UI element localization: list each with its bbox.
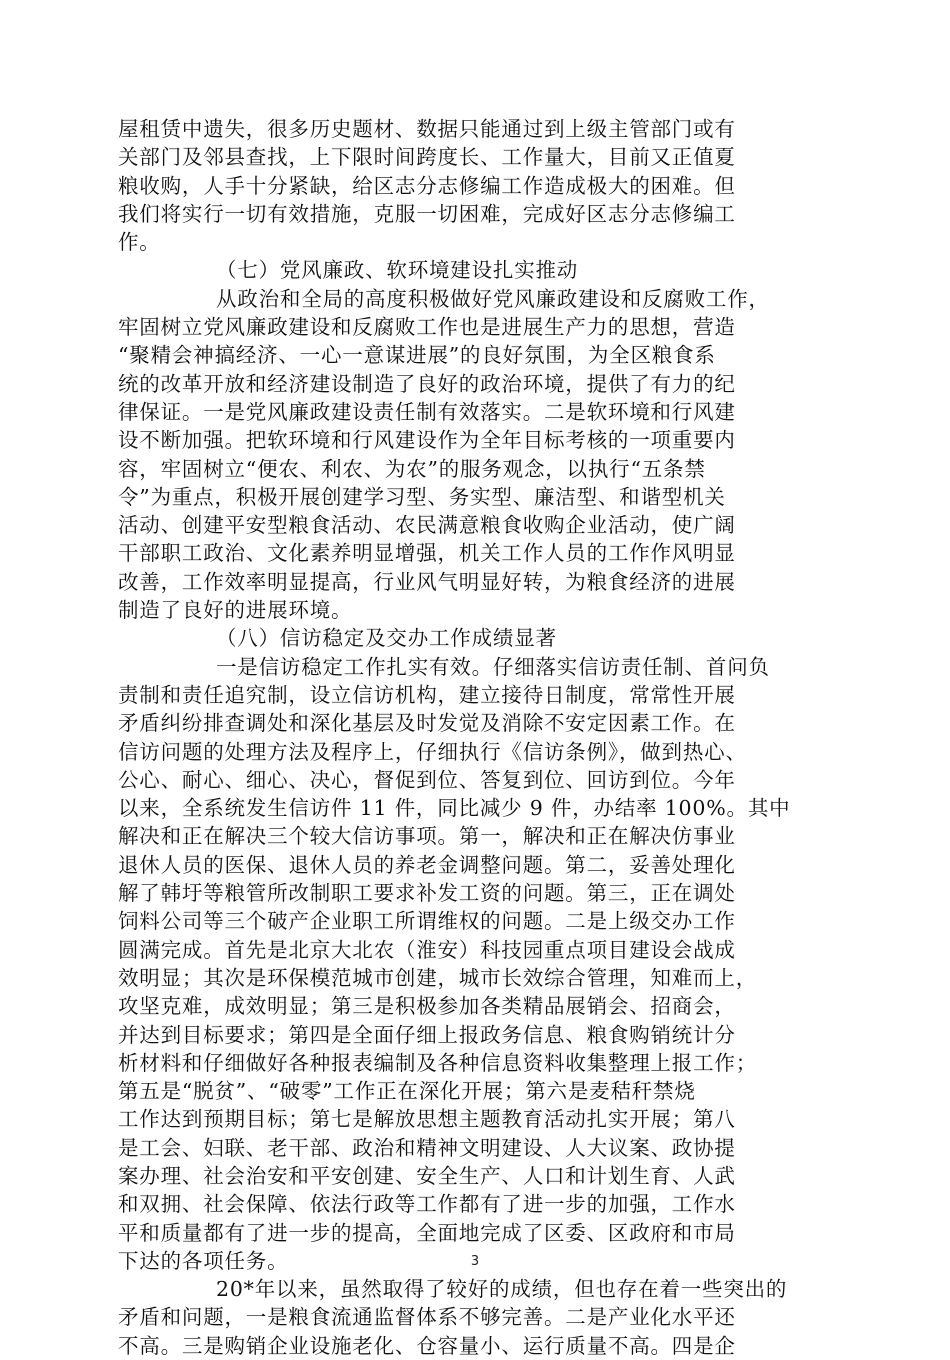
- text-line: 作。: [118, 230, 161, 255]
- text-line: 下达的各项任务。: [118, 1248, 289, 1273]
- text-line: 统的改革开放和经济建设制造了良好的政治环境，提供了有力的纪: [118, 371, 736, 396]
- text-line: 析材料和仔细做好各种报表编制及各种信息资料收集整理上报工作；: [118, 1050, 757, 1075]
- text-line: 案办理、社会治安和平安创建、安全生产、人口和计划生育、人武: [118, 1163, 736, 1188]
- text-line: （七）党风廉政、软环境建设扎实推动: [216, 258, 579, 283]
- text-line: 并达到目标要求；第四是全面仔细上报政务信息、粮食购销统计分: [118, 1022, 736, 1047]
- text-line: “聚精会神搞经济、一心一意谋进展”的良好氛围，为全区粮食系: [118, 343, 716, 368]
- text-line: 矛盾纠纷排查调处和深化基层及时发觉及消除不安定因素工作。在: [118, 711, 736, 736]
- text-line: 信访问题的处理方法及程序上，仔细执行《信访条例》，做到热心、: [118, 739, 747, 764]
- text-line: 设不断加强。把软环境和行风建设作为全年目标考核的一项重要内: [118, 428, 736, 453]
- text-line: 退休人员的医保、退休人员的养老金调整问题。第二，妥善处理化: [118, 852, 736, 877]
- text-line: 律保证。一是党风廉政建设责任制有效落实。二是软环境和行风建: [118, 399, 736, 424]
- text-line: 圆满完成。首先是北京大北农（淮安）科技园重点项目建设会战成: [118, 937, 736, 962]
- text-line: （八）信访稳定及交办工作成绩显著: [216, 626, 557, 651]
- text-line: 粮收购，人手十分紧缺，给区志分志修编工作造成极大的困难。但: [118, 173, 736, 198]
- text-line: 令”为重点，积极开展创建学习型、务实型、廉洁型、和谐型机关: [118, 484, 726, 509]
- text-line: 矛盾和问题，一是粮食流通监督体系不够完善。二是产业化水平还: [118, 1305, 736, 1330]
- text-line: 效明显；其次是环保模范城市创建，城市长效综合管理，知难而上，: [118, 965, 757, 990]
- text-line: 平和质量都有了进一步的提高，全面地完成了区委、区政府和市局: [118, 1220, 736, 1245]
- text-line: 是工会、妇联、老干部、政治和精神文明建设、人大议案、政协提: [118, 1135, 736, 1160]
- page-number: 3: [470, 1254, 480, 1269]
- text-line: 饲料公司等三个破产企业职工所谓维权的问题。二是上级交办工作: [118, 909, 736, 934]
- text-line: 工作达到预期目标；第七是解放思想主题教育活动扎实开展；第八: [118, 1107, 736, 1132]
- text-line: 不高。三是购销企业设施老化、仓容量小、运行质量不高。四是企: [118, 1333, 736, 1358]
- text-line: 牢固树立党风廉政建设和反腐败工作也是进展生产力的思想，营造: [118, 315, 736, 340]
- text-line: 责制和责任追究制，设立信访机构，建立接待日制度，常常性开展: [118, 682, 736, 707]
- text-line: 20*年以来，虽然取得了较好的成绩，但也存在着一些突出的: [216, 1277, 788, 1302]
- text-line: 活动、创建平安型粮食活动、农民满意粮食收购企业活动，使广阔: [118, 513, 736, 538]
- text-line: 解决和正在解决三个较大信访事项。第一，解决和正在解决仿事业: [118, 824, 736, 849]
- text-line: 容，牢固树立“便农、利农、为农”的服务观念，以执行“五条禁: [118, 456, 706, 481]
- text-line: 和双拥、社会保障、依法行政等工作都有了进一步的加强，工作水: [118, 1192, 736, 1217]
- text-line: 公心、耐心、细心、决心，督促到位、答复到位、回访到位。今年: [118, 767, 736, 792]
- text-line: 解了韩圩等粮管所改制职工要求补发工资的问题。第三，正在调处: [118, 881, 736, 906]
- text-line: 一是信访稳定工作扎实有效。仔细落实信访责任制、首问负: [216, 654, 770, 679]
- text-line: 第五是“脱贫”、“破零”工作正在深化开展；第六是麦秸秆禁烧: [118, 1079, 696, 1104]
- text-line: 我们将实行一切有效措施，克服一切困难，完成好区志分志修编工: [118, 201, 736, 226]
- text-line: 从政治和全局的高度积极做好党风廉政建设和反腐败工作，: [216, 286, 770, 311]
- text-line: 以来，全系统发生信访件 11 件，同比减少 9 件，办结率 100%。其中: [118, 796, 791, 821]
- text-line: 制造了良好的进展环境。: [118, 598, 353, 623]
- text-line: 干部职工政治、文化素养明显增强，机关工作人员的工作作风明显: [118, 541, 736, 566]
- text-line: 屋租赁中遗失，很多历史题材、数据只能通过到上级主管部门或有: [118, 117, 736, 141]
- text-line: 关部门及邻县查找，上下限时间跨度长、工作量大，目前又正值夏: [118, 145, 736, 170]
- text-line: 攻坚克难，成效明显；第三是积极参加各类精品展销会、招商会，: [118, 994, 736, 1019]
- text-line: 改善，工作效率明显提高，行业风气明显好转，为粮食经济的进展: [118, 569, 736, 594]
- document-body: [118, 115, 830, 1360]
